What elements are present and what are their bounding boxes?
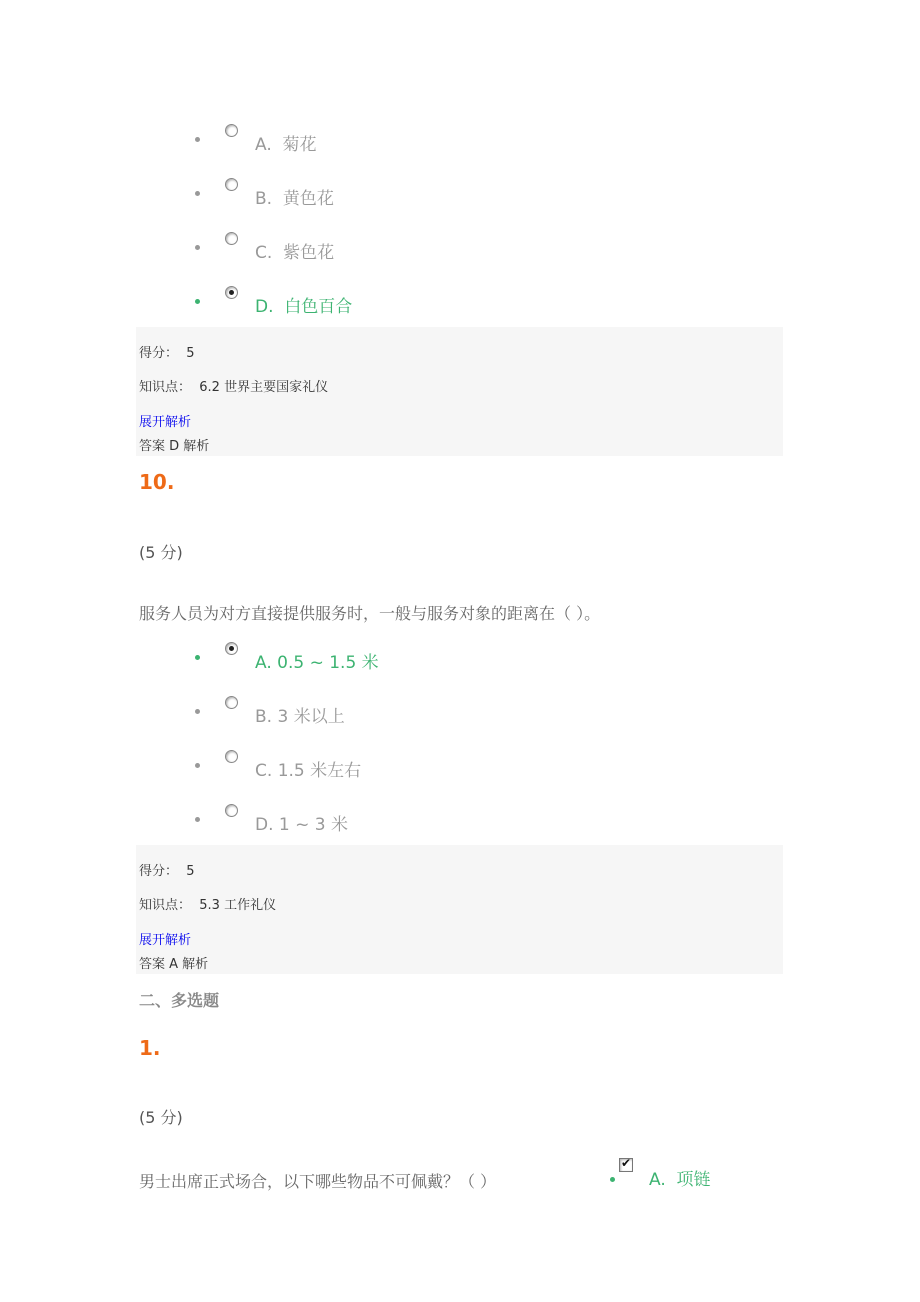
- knowledge-line: 知识点： 6.2 世界主要国家礼仪: [139, 380, 329, 395]
- mq1-option-a[interactable]: [610, 1158, 760, 1188]
- q10-option-c[interactable]: [195, 750, 695, 780]
- bullet-icon: [195, 817, 200, 822]
- question-points: (5 分): [139, 1108, 183, 1127]
- question-text: 男士出席正式场合，以下哪些物品不可佩戴？（ ）: [139, 1172, 497, 1191]
- answer-line: 答案 A 解析: [139, 957, 209, 972]
- q10-option-b[interactable]: [195, 696, 695, 726]
- q9-option-c[interactable]: [195, 232, 695, 262]
- q9-option-a[interactable]: [195, 124, 695, 154]
- bullet-icon: [195, 709, 200, 714]
- q9-option-b[interactable]: [195, 178, 695, 208]
- q10-option-a[interactable]: [195, 642, 695, 672]
- option-label: B. 黄色花: [255, 189, 334, 209]
- radio-button[interactable]: [225, 232, 238, 245]
- radio-button-selected[interactable]: [225, 642, 238, 655]
- option-label: B. 3 米以上: [255, 707, 345, 727]
- question-number: 10.: [139, 470, 175, 494]
- bullet-icon: [195, 191, 200, 196]
- expand-analysis-link[interactable]: 展开解析: [139, 933, 192, 948]
- radio-button[interactable]: [225, 750, 238, 763]
- score-line: 得分： 5: [139, 346, 195, 361]
- radio-button-selected[interactable]: [225, 286, 238, 299]
- checkmark-icon: ✔: [621, 1156, 632, 1170]
- option-label: A. 项链: [649, 1170, 711, 1190]
- bullet-icon: [195, 299, 200, 304]
- section-title: 二、多选题: [139, 991, 220, 1010]
- option-label: D. 白色百合: [255, 297, 353, 317]
- option-label: C. 紫色花: [255, 243, 335, 263]
- radio-button[interactable]: [225, 178, 238, 191]
- bullet-icon: [195, 245, 200, 250]
- radio-button[interactable]: [225, 804, 238, 817]
- question-text: 服务人员为对方直接提供服务时，一般与服务对象的距离在（ ）。: [139, 604, 601, 623]
- bullet-icon: [195, 655, 200, 660]
- checkbox-checked[interactable]: [619, 1158, 633, 1172]
- option-label: A. 0.5 ~ 1.5 米: [255, 653, 379, 673]
- question-points: (5 分): [139, 543, 183, 562]
- q10-option-d[interactable]: [195, 804, 695, 834]
- bullet-icon: [610, 1177, 615, 1182]
- option-label: A. 菊花: [255, 135, 317, 155]
- knowledge-line: 知识点： 5.3 工作礼仪: [139, 898, 277, 913]
- radio-button[interactable]: [225, 696, 238, 709]
- option-label: D. 1 ~ 3 米: [255, 815, 348, 835]
- answer-line: 答案 D 解析: [139, 439, 210, 454]
- score-line: 得分： 5: [139, 864, 195, 879]
- radio-button[interactable]: [225, 124, 238, 137]
- question-number: 1.: [139, 1036, 161, 1060]
- q10-result-panel: [136, 845, 783, 974]
- q9-option-d[interactable]: [195, 286, 695, 316]
- bullet-icon: [195, 137, 200, 142]
- option-label: C. 1.5 米左右: [255, 761, 362, 781]
- q9-result-panel: [136, 327, 783, 456]
- bullet-icon: [195, 763, 200, 768]
- expand-analysis-link[interactable]: 展开解析: [139, 415, 192, 430]
